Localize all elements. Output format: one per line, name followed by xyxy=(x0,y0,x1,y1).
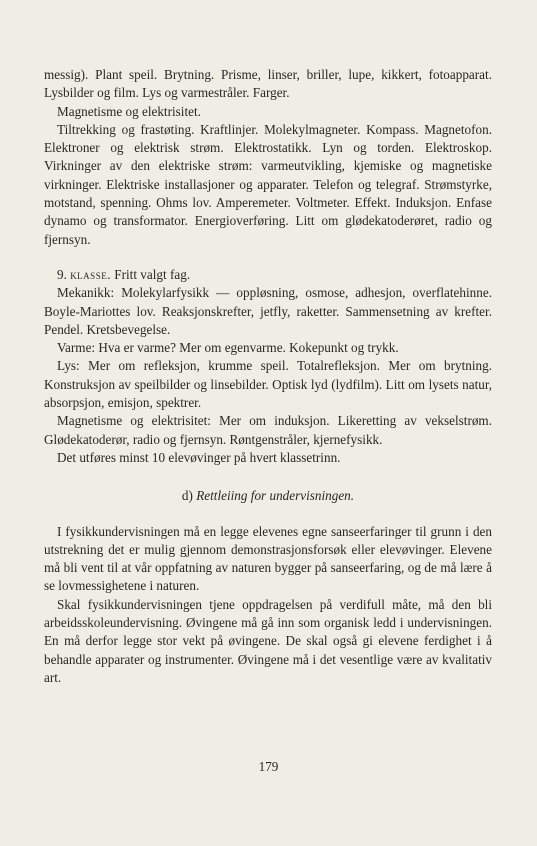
body-text xyxy=(44,66,492,687)
paragraph: Skal fysikkundervisningen tjene oppdragelsen på verdifull måte, må den bli arbeidsskoleundervisning. Øvingene må gå inn som organisk ledd i undervisningen. En må derfor legge stor vekt på øvingene. De skal også gi elevene ferdighet i å behandle apparater og instrumenter. Øvingene må i det vesentlige være av kvalitativ art. xyxy=(44,596,492,685)
paragraph: Lys: Mer om refleksjon, krumme speil. Totalrefleksjon. Mer om brytning. Konstruksjon av speilbilder og linsebilder. Optisk lyd (lydfilm). Litt om lysets natur, absorpsjon, emisjon, spektrer. xyxy=(44,358,492,411)
section-letter: d) xyxy=(181,488,193,504)
paragraph: messig). Plant speil. Brytning. Prisme, linser, briller, lupe, kikkert, fotoapparat. Lysbilder og film. Lys og varmestråler. Farger. xyxy=(44,67,492,101)
klasse-number: 9. xyxy=(57,266,67,282)
paragraph: I fysikkundervisningen må en legge elevenes egne sanseerfaringer til grunn i den utstrekning det er mulig gjennom demonstrasjonsforsøk eller elevøvinger. Elevene må bli vent til at vår oppfatning av naturen bygger på sanseerfaring, og de må lære å se lovmessighetene i naturen. xyxy=(44,523,492,594)
klasse-text: Fritt valgt fag. xyxy=(114,266,191,282)
klasse-label: klasse. xyxy=(70,266,111,282)
paragraph: Tiltrekking og frastøting. Kraftlinjer. Molekylmagneter. Kompass. Magnetofon. Elektroner og elektrisk strøm. Elektrostatikk. Lyn og torden. Elektroskop. Virkninger av den elektriske strøm: varmeutvikling, kjemiske og magnetiske virkninger. Elektriske installasjoner og apparater. Telefon og telegraf. Strømstyrke, motstand, spenning. Ohms lov. Amperemeter. Voltmeter. Effekt. Induksjon. Enfase dynamo og transformator. Energioverføring. Litt om glødekatoderøret, radio og fjernsyn. xyxy=(44,121,492,247)
paragraph: Magnetisme og elektrisitet: Mer om induksjon. Likeretting av vekselstrøm. Glødekatoderør, radio og fjernsyn. Røntgenstråler, kjernefysikk. xyxy=(44,413,492,447)
section-title: Rettleiing for undervisningen. xyxy=(196,488,355,504)
subheading-magnetisme: Magnetisme og elektrisitet. xyxy=(57,103,201,119)
section-heading xyxy=(44,487,492,505)
paragraph: Varme: Hva er varme? Mer om egenvarme. Kokepunkt og trykk. xyxy=(57,340,399,356)
paragraph: Mekanikk: Molekylarfysikk — oppløsning, osmose, adhesjon, overflatehinne. Boyle-Mariottes lov. Reaksjonskrefter, jetfly, raketter. Sammensetning av krefter. Pendel. Kretsbevegelse. xyxy=(44,285,492,337)
klasse-heading xyxy=(44,266,492,284)
page-number: 179 xyxy=(258,759,279,774)
paragraph: Det utføres minst 10 elevøvinger på hvert klassetrinn. xyxy=(57,449,341,465)
